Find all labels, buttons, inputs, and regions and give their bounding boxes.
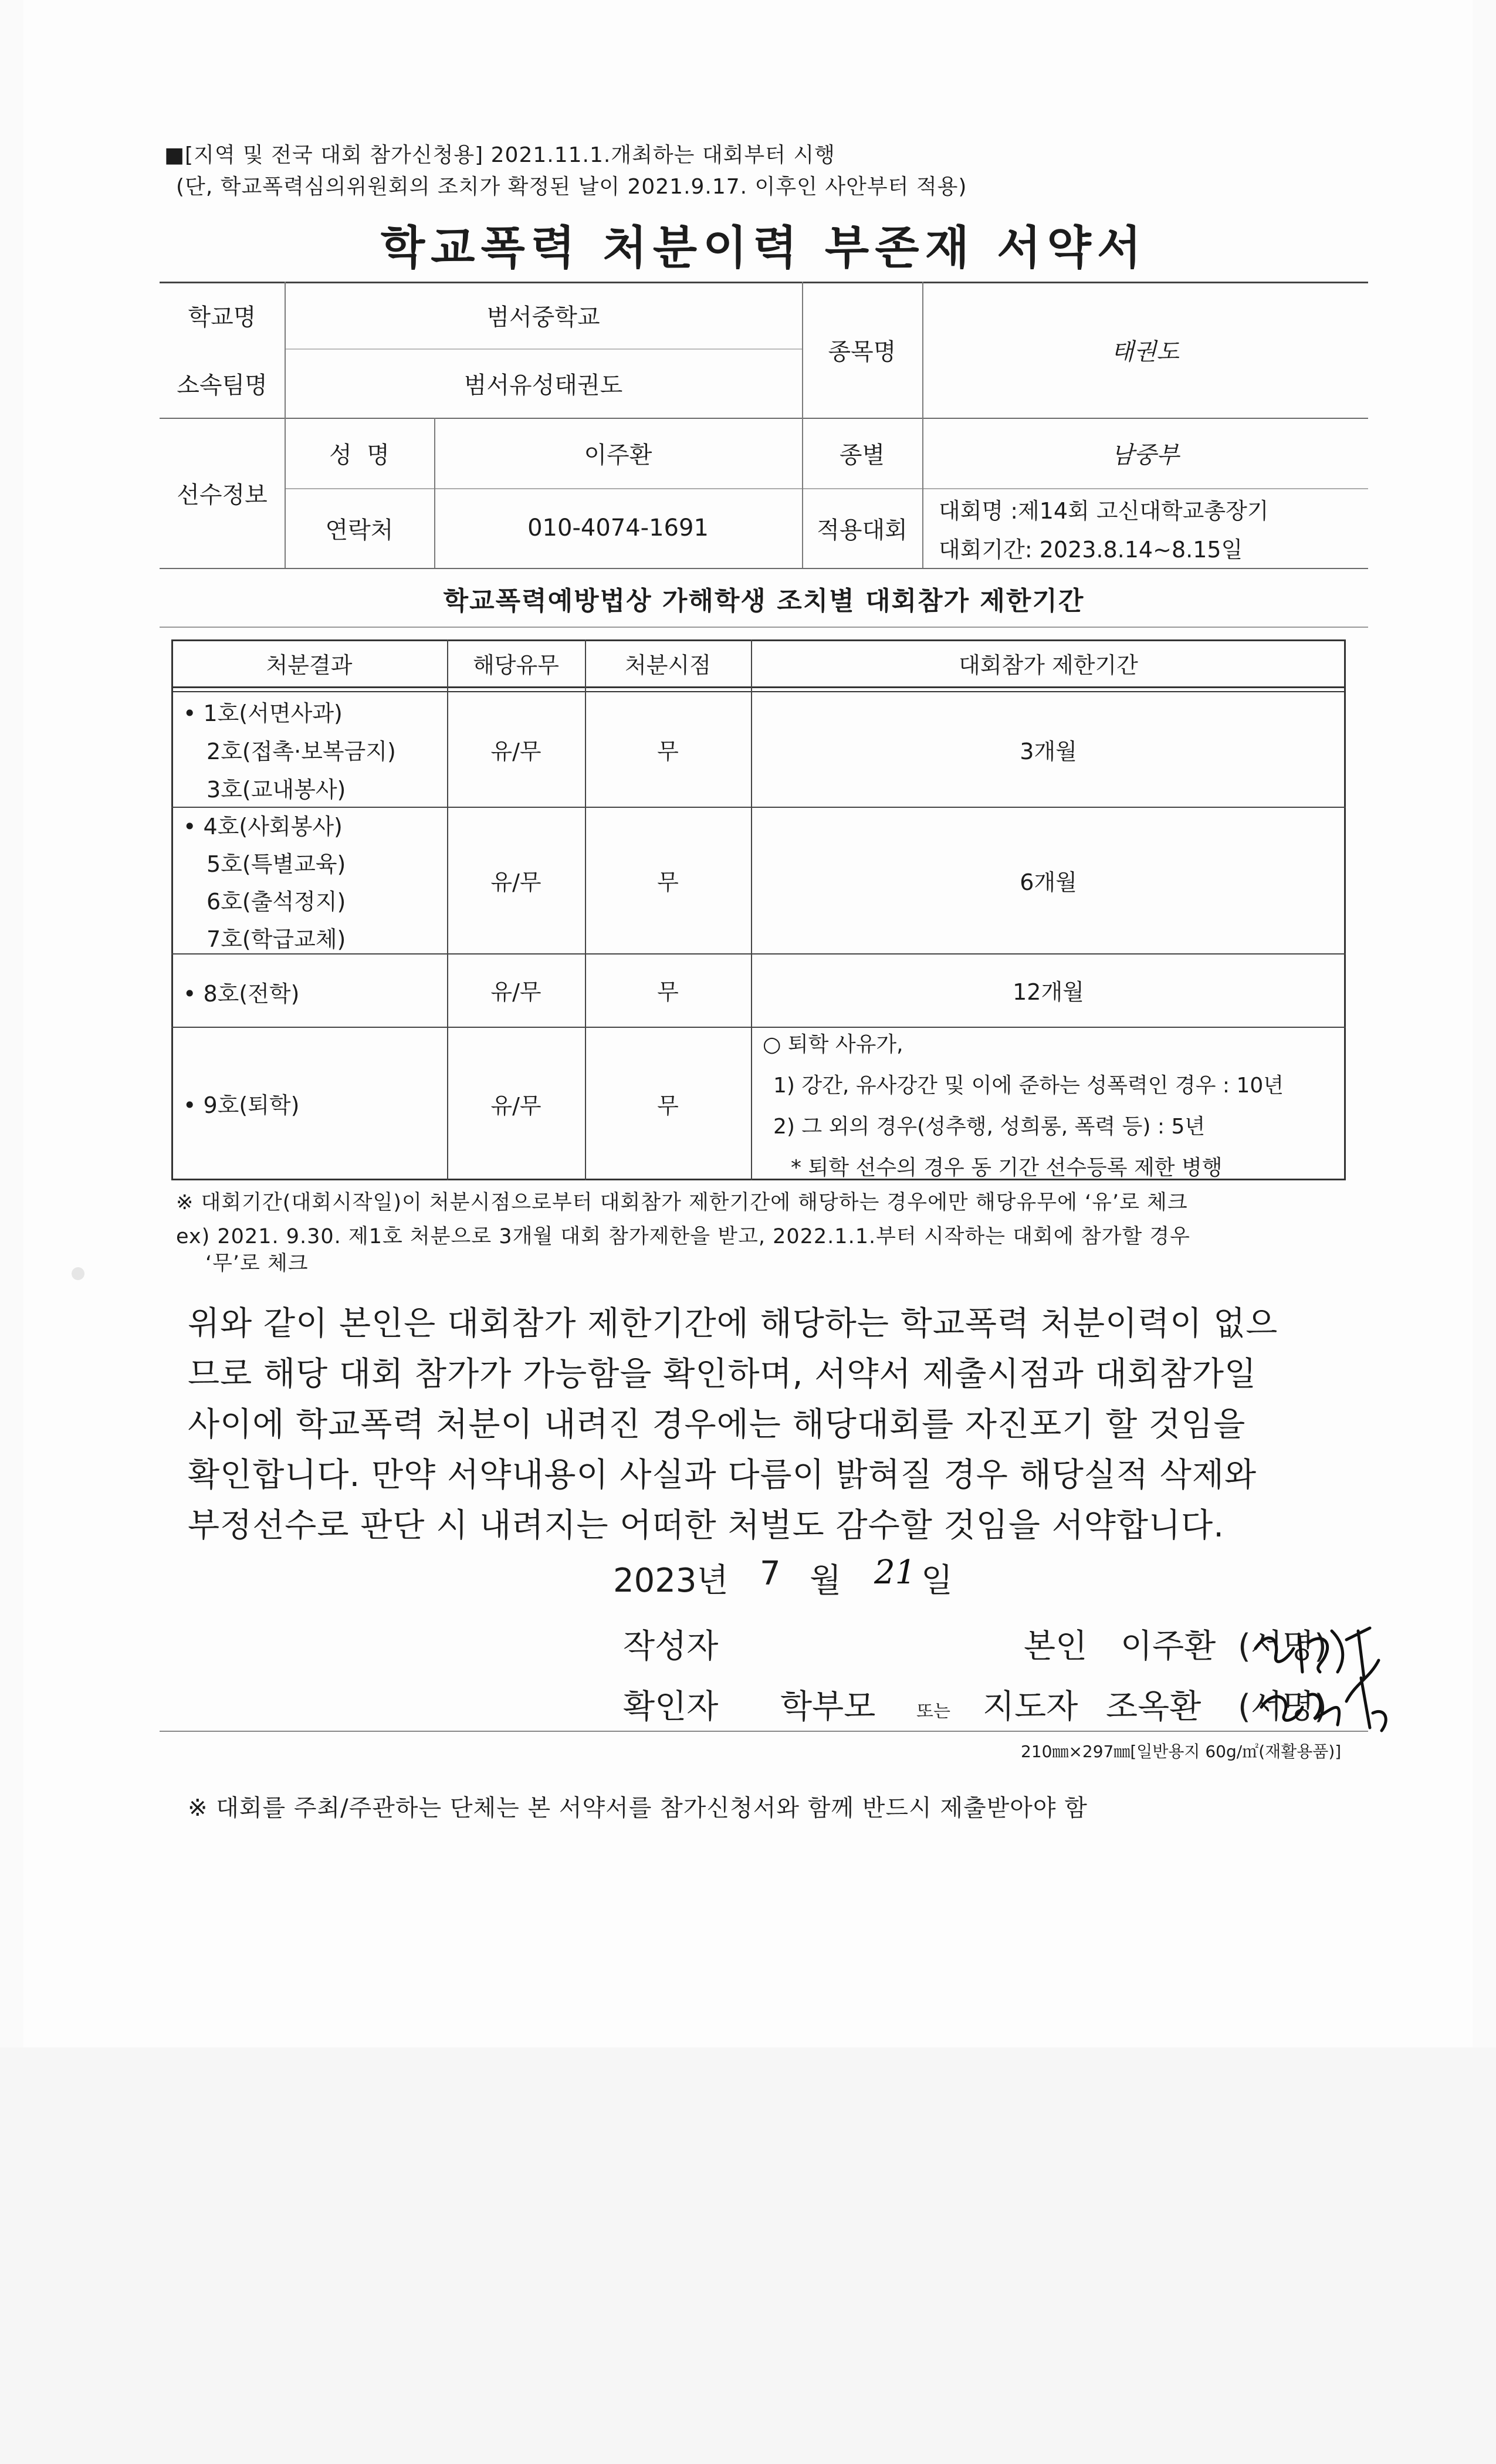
expulsion-period-line: * 퇴학 선수의 경우 동 기간 선수등록 제한 병행 (791, 1156, 1223, 1180)
period-value: 6개월 (1020, 869, 1077, 895)
contact-label: 연락처 (325, 516, 394, 544)
applicable-value: 유/무 (490, 979, 541, 1005)
restriction-subtitle: 학교폭력예방법상 가해학생 조치별 대회참가 제한기간 (443, 586, 1085, 616)
disposition-item: • 8호(전학) (183, 981, 300, 1007)
pledge-line: 확인합니다. 만약 서약내용이 사실과 다름이 밝혀질 경우 해당실적 삭제와 (188, 1456, 1257, 1494)
team-name-value: 범서유성태권도 (463, 371, 623, 399)
team-name-label: 소속팀명 (177, 371, 268, 399)
disposition-item: • 9호(퇴학) (183, 1092, 300, 1118)
period-value: 3개월 (1020, 739, 1077, 764)
expulsion-period-line: ○ 퇴학 사유가, (763, 1033, 903, 1057)
restriction-row-line (171, 1027, 1346, 1028)
pledge-line: 위와 같이 본인은 대회참가 제한기간에 해당하는 학교폭력 처분이력이 없으 (188, 1305, 1278, 1343)
player-info-label: 선수정보 (177, 481, 268, 509)
point-value: 무 (657, 1092, 679, 1119)
point-value: 무 (657, 869, 679, 895)
applicable-value: 유/무 (490, 869, 541, 895)
subtitle-underline (160, 627, 1368, 628)
event-label: 적용대회 (817, 516, 908, 544)
contact-value: 010-4074-1691 (527, 515, 709, 541)
handwritten-signature (1244, 1607, 1396, 1748)
disposition-item: 3호(교내봉사) (207, 777, 346, 803)
category-label: 종별 (839, 441, 885, 469)
date-month: 7 (760, 1555, 781, 1593)
disposition-item: • 4호(사회봉사) (183, 814, 343, 840)
pledge-line: 부정선수로 판단 시 내려지는 어떠한 처벌도 감수할 것임을 서약합니다. (188, 1507, 1224, 1545)
writer-signature-slot: (서명) (1238, 1627, 1327, 1666)
paper-spec: 210㎜×297㎜[일반용지 60g/㎡(재활용품)] (1021, 1742, 1342, 1761)
or-text: 또는 (916, 1701, 950, 1722)
expulsion-period-line: 2) 그 외의 경우(성추행, 성희롱, 폭력 등) : 5년 (773, 1115, 1206, 1139)
disposition-item: 6호(출석정지) (207, 889, 346, 915)
disposition-item: • 1호(서면사과) (183, 700, 343, 726)
date-year: 2023년 (613, 1562, 729, 1600)
player-name-label: 성 명 (329, 441, 390, 469)
restriction-header-line (171, 686, 1346, 688)
scan-margin (0, 2047, 1496, 2464)
document-title: 학교폭력 처분이력 부존재 서약서 (380, 222, 1148, 275)
date-day-handwritten: 21 (874, 1553, 916, 1592)
check-note: ※ 대회기간(대회시작일)이 처분시점으로부터 대회참가 제한기간에 해당하는 경우에만 해당유무에 ‘유’로 체크 (176, 1191, 1188, 1214)
notice-line-1: ■[지역 및 전국 대회 참가신청용] 2021.11.1.개최하는 대회부터 시행 (164, 143, 835, 167)
signature-bottom-rule (160, 1731, 1368, 1732)
info-table-bottom-border (160, 568, 1368, 569)
point-value: 무 (657, 739, 679, 764)
confirmer-label: 확인자 (623, 1688, 719, 1726)
applicable-value: 유/무 (490, 1092, 541, 1119)
punch-hole-mark (72, 1267, 84, 1280)
date-day-label: 일 (921, 1562, 953, 1600)
date-month-label: 월 (810, 1562, 842, 1600)
category-value: 남중부 (1111, 441, 1179, 469)
confirmer-name: 조옥환 (1106, 1688, 1201, 1726)
pledge-line: 므로 해당 대회 참가가 가능함을 확인하며, 서약서 제출시점과 대회참가일 (188, 1355, 1257, 1393)
writer-label: 작성자 (623, 1627, 719, 1666)
applicable-value: 유/무 (490, 739, 541, 764)
disposition-item: 5호(특별교육) (207, 851, 346, 877)
sport-value: 태권도 (1111, 338, 1179, 365)
school-name-label: 학교명 (188, 303, 256, 331)
writer-role: 본인 (1024, 1627, 1088, 1666)
period-value: 12개월 (1013, 979, 1084, 1005)
sport-label: 종목명 (828, 338, 896, 365)
event-period: 대회기간: 2023.8.14~8.15일 (939, 537, 1243, 563)
col-header-period: 대회참가 제한기간 (959, 652, 1138, 678)
col-header-applicable: 해당유무 (473, 652, 559, 678)
example-note-cont: ‘무’로 체크 (205, 1252, 309, 1275)
disposition-item: 2호(접촉·보복금지) (207, 739, 396, 764)
confirmer-title: 지도자 (983, 1688, 1078, 1726)
confirmer-signature-slot: (서명) (1238, 1688, 1327, 1726)
expulsion-period-line: 1) 강간, 유사강간 및 이에 준하는 성폭력인 경우 : 10년 (773, 1074, 1284, 1098)
disposition-item: 7호(학급교체) (207, 926, 346, 952)
final-note: ※ 대회를 주최/주관하는 단체는 본 서약서를 참가신청서와 함께 반드시 제출받아야 함 (188, 1795, 1088, 1822)
notice-line-2: (단, 학교폭력심의위원회의 조치가 확정된 날이 2021.9.17. 이후인 사안부터 적용) (176, 175, 967, 199)
point-value: 무 (657, 979, 679, 1005)
writer-name: 이주환 (1121, 1627, 1216, 1666)
col-header-point: 처분시점 (625, 652, 711, 678)
event-name: 대회명 :제14회 고신대학교총장기 (939, 498, 1269, 524)
col-header-result: 처분결과 (266, 652, 353, 678)
example-note: ex) 2021. 9.30. 제1호 처분으로 3개월 대회 참가제한을 받고, 2022.1.1.부터 시작하는 대회에 참가할 경우 (176, 1225, 1190, 1248)
pledge-line: 사이에 학교폭력 처분이 내려진 경우에는 해당대회를 자진포기 할 것임을 (188, 1406, 1246, 1444)
school-name-value: 범서중학교 (486, 303, 600, 331)
confirmer-role: 학부모 (780, 1688, 876, 1726)
player-name-value: 이주환 (584, 441, 652, 469)
